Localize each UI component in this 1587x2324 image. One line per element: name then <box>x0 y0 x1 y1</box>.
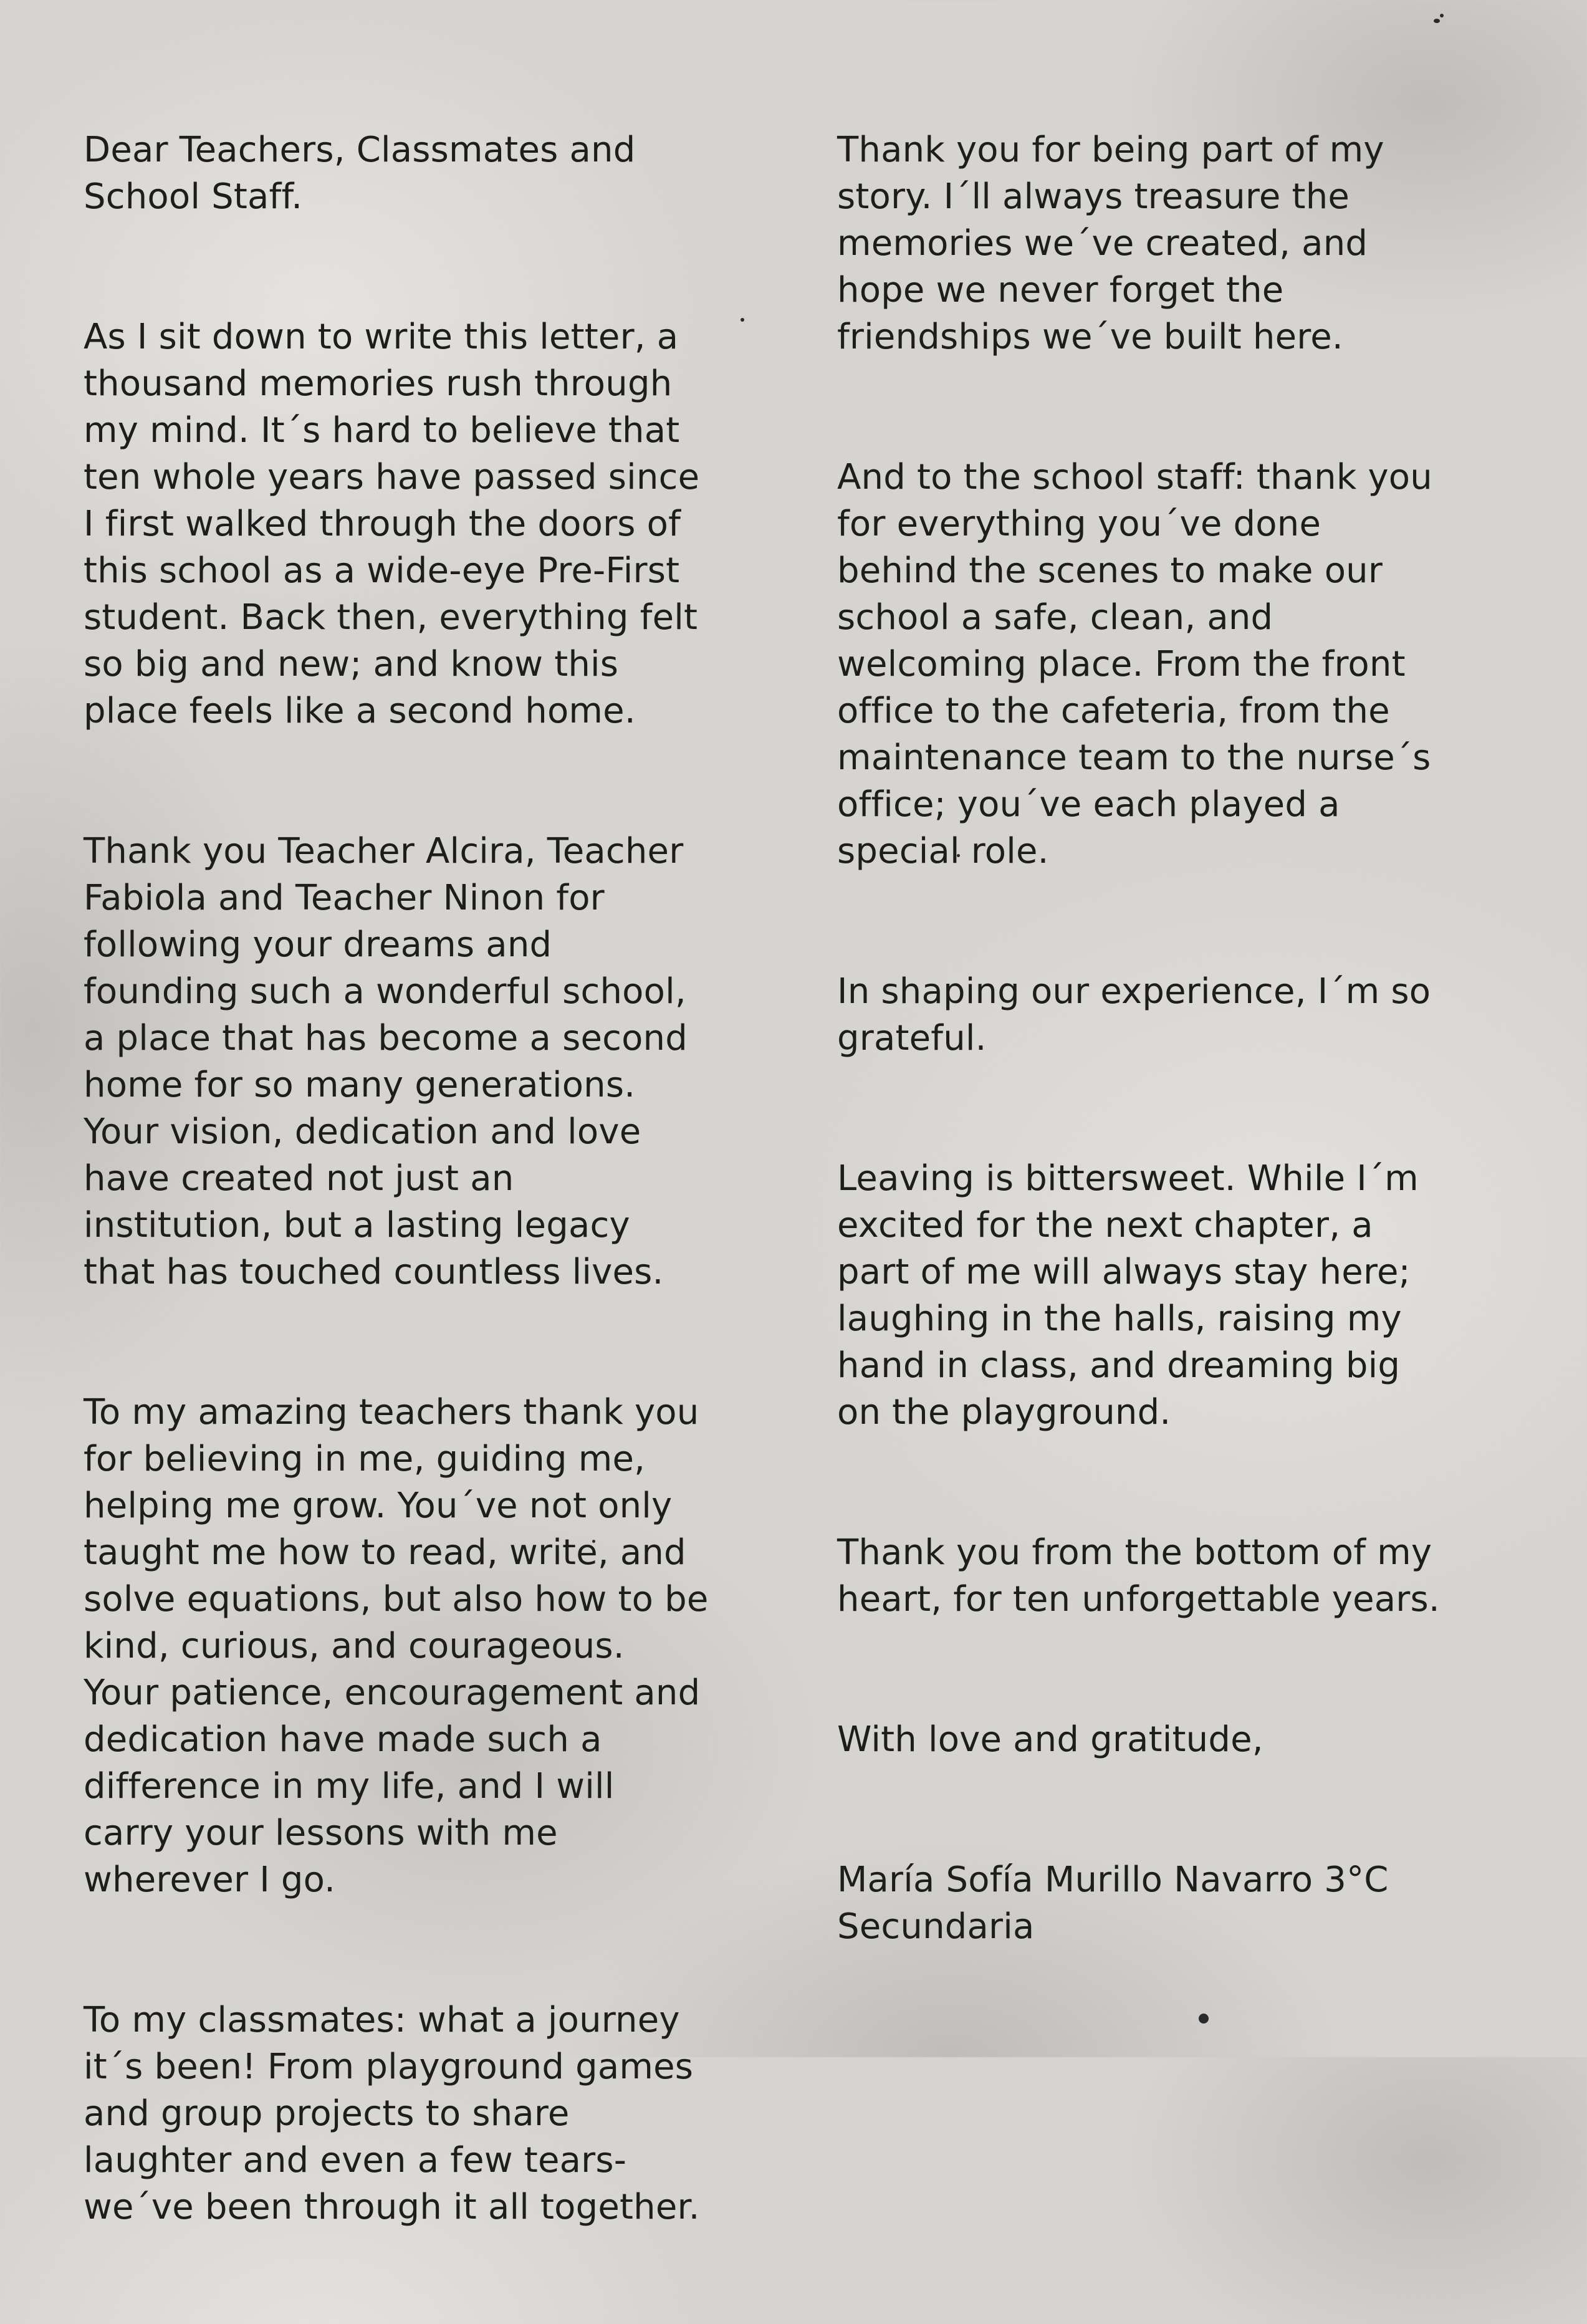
paragraph-memories: As I sit down to write this letter, a thousand memories rush through my mind. It´s hard to believe that ten whole years have passed since I first walked through the doors of this school as a wide-eye Pre-First student. Back then, everything felt so big and new; and know this place feels like a second home. <box>84 317 700 731</box>
paragraph-founders: Thank you Teacher Alcira, Teacher Fabiola and Teacher Ninon for following your dreams and founding such a wonderful school, a place that has become a second home for so many generations. Your vision, dedication and love have created not just an institution, but a lasting legacy that has touched countless lives. <box>84 831 688 1292</box>
paragraph-grateful: In shaping our experience, I´m so grateful. <box>837 971 1431 1059</box>
letter-right-column <box>837 80 1566 2043</box>
paragraph-classmates: To my classmates: what a journey it´s been! From playground games and group projects to share laughter and even a few tears- we´ve been through it all together. <box>84 2000 700 2227</box>
paragraph-teachers: To my amazing teachers thank you for believing in me, guiding me, helping me grow. You´ve not only taught me how to read, write, and solve equations, but also how to be kind, curious, and courageous. Your patience, encouragement and dedication have made such a difference in my life, and I will carry your lessons with me wherever I go. <box>84 1392 709 1900</box>
signature: María Sofía Murillo Navarro 3°C Secundaria <box>837 1860 1389 1947</box>
paragraph-bittersweet: Leaving is bittersweet. While I´m excited for the next chapter, a part of me will always stay here; laughing in the halls, raising my hand in class, and dreaming big on the playground. <box>837 1158 1419 1433</box>
paper-speck <box>1434 19 1440 23</box>
closing: With love and gratitude, <box>837 1719 1263 1760</box>
paragraph-staff: And to the school staff: thank you for everything you´ve done behind the scenes to make our school a safe, clean, and welcoming place. From the front office to the cafeteria, from the maintenance team to the nurse´s office; you´ve each played a special role. <box>837 457 1432 872</box>
paragraph-thank-you: Thank you from the bottom of my heart, for ten unforgettable years. <box>837 1532 1440 1620</box>
salutation: Dear Teachers, Classmates and School Staff. <box>84 130 636 217</box>
letter-left-column <box>84 80 800 2324</box>
paragraph-story: Thank you for being part of my story. I´ll always treasure the memories we´ve created, and hope we never forget the friendships we´ve built here. <box>837 130 1384 357</box>
paper-speck <box>1440 14 1444 17</box>
